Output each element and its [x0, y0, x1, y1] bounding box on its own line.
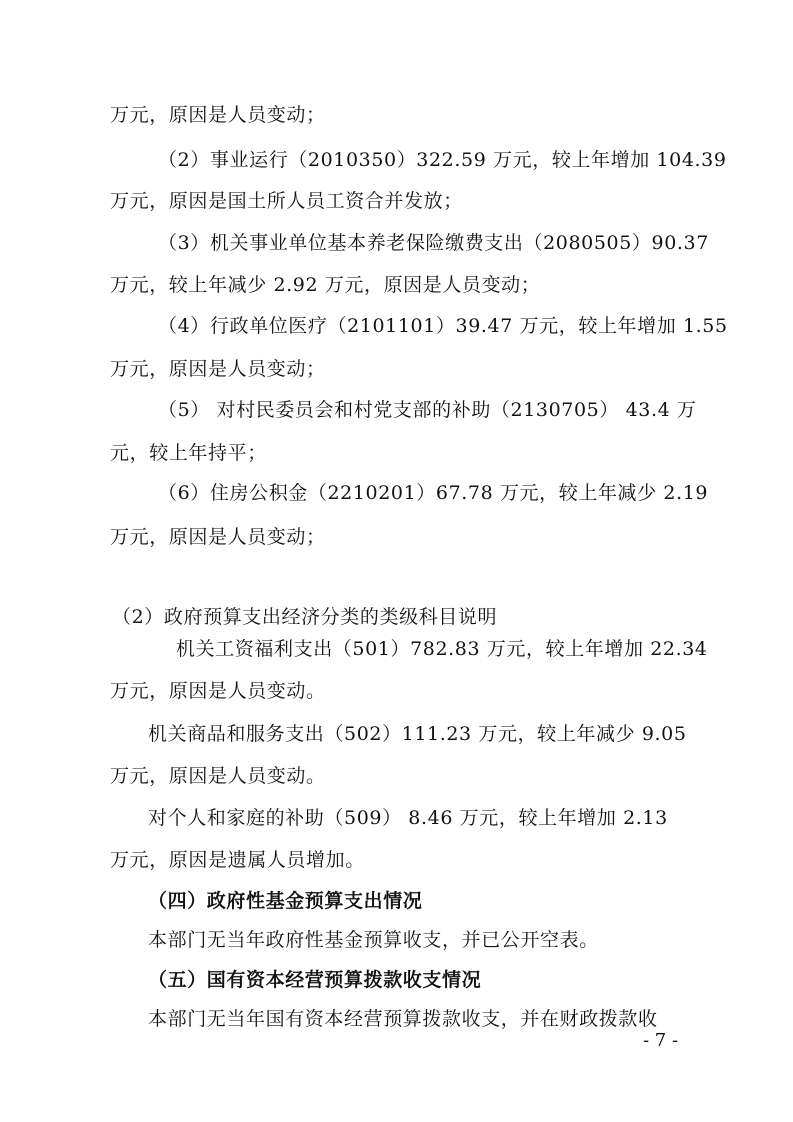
text-line: 万元，较上年减少 2.92 万元，原因是人员变动；	[110, 274, 541, 296]
text-line: （5） 对村民委员会和村党支部的补助（2130705） 43.4 万	[158, 399, 697, 421]
text-line: 本部门无当年国有资本经营预算拨款收支，并在财政拨款收	[148, 1008, 658, 1030]
text-line: 元，较上年持平；	[110, 442, 267, 464]
text-line: 万元，原因是人员变动；	[110, 104, 326, 126]
text-line: （2）事业运行（2010350）322.59 万元，较上年增加 104.39	[158, 149, 727, 171]
section-heading: （2）政府预算支出经济分类的类级科目说明	[112, 606, 498, 628]
page-number: - 7 -	[643, 1030, 679, 1051]
text-line: （4）行政单位医疗（2101101）39.47 万元，较上年增加 1.55	[158, 315, 728, 337]
text-line: 对个人和家庭的补助（509） 8.46 万元，较上年增加 2.13	[148, 807, 668, 829]
text-line: 万元，原因是人员变动。	[110, 765, 326, 787]
text-line: 万元，原因是遗属人员增加。	[110, 849, 365, 871]
section-heading: （五）国有资本经营预算拨款收支情况	[148, 969, 482, 991]
text-line: 机关工资福利支出（501）782.83 万元，较上年增加 22.34	[176, 638, 708, 660]
text-line: 万元，原因是人员变动；	[110, 358, 326, 380]
text-line: 本部门无当年政府性基金预算收支，并已公开空表。	[148, 929, 599, 951]
text-line: 万元，原因是人员变动。	[110, 680, 326, 702]
text-line: （6）住房公积金（2210201）67.78 万元，较上年减少 2.19	[158, 482, 709, 504]
section-heading: （四）政府性基金预算支出情况	[148, 890, 423, 912]
text-line: 机关商品和服务支出（502）111.23 万元，较上年减少 9.05	[148, 723, 687, 745]
text-line: （3）机关事业单位基本养老保险缴费支出（2080505）90.37	[158, 232, 709, 254]
text-line: 万元，原因是国土所人员工资合并发放；	[110, 190, 463, 212]
text-line: 万元，原因是人员变动；	[110, 526, 326, 548]
